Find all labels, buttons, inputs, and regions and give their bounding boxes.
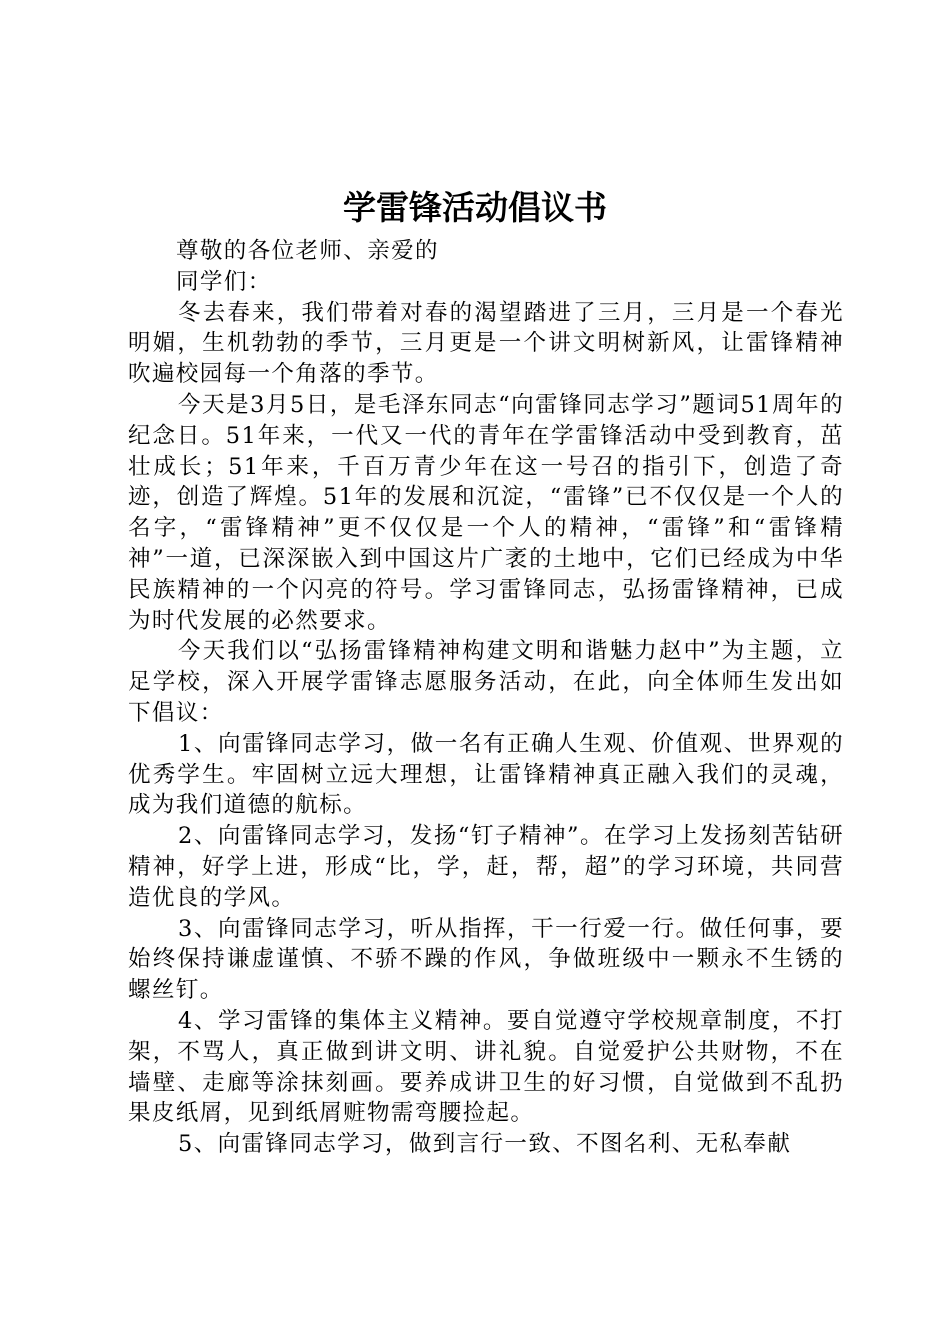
proposal-item-2: 2、向雷锋同志学习，发扬“钉子精神”。在学习上发扬刻苦钻研精神，好学上进，形成“比，学，赶，帮，超”的学习环境，共同营造优良的学风。 <box>128 823 844 911</box>
document-body <box>128 236 844 1160</box>
document-title: 学雷锋活动倡议书 <box>343 188 607 227</box>
paragraph-theme: 今天我们以“弘扬雷锋精神构建文明和谐魅力赵中”为主题，立足学校，深入开展学雷锋志愿服务活动，在此，向全体师生发出如下倡议： <box>128 638 844 726</box>
greeting-line-1: 尊敬的各位老师、亲爱的 <box>176 238 439 264</box>
proposal-item-1: 1、向雷锋同志学习，做一名有正确人生观、价值观、世界观的优秀学生。牢固树立远大理想，让雷锋精神真正融入我们的灵魂，成为我们道德的航标。 <box>128 730 844 819</box>
proposal-item-5: 5、向雷锋同志学习，做到言行一致、不图名利、无私奉献 <box>178 1131 792 1158</box>
greeting-line-2: 同学们： <box>176 268 272 295</box>
proposal-item-4: 4、学习雷锋的集体主义精神。要自觉遵守学校规章制度，不打架，不骂人，真正做到讲文明、讲礼貌。自觉爱护公共财物，不在墙壁、走廊等涂抹刻画。要养成讲卫生的好习惯，自觉做到不乱扔果皮纸屑，见到纸屑赃物需弯腰捡起。 <box>128 1007 844 1127</box>
paragraph-intro: 冬去春来，我们带着对春的渴望踏进了三月，三月是一个春光明媚，生机勃勃的季节，三月更是一个讲文明树新风，让雷锋精神吹遍校园每一个角落的季节。 <box>128 299 844 388</box>
proposal-item-3: 3、向雷锋同志学习，听从指挥，干一行爱一行。做任何事，要始终保持谦虚谨慎、不骄不躁的作风，争做班级中一颗永不生锈的螺丝钉。 <box>128 915 844 1004</box>
paragraph-anniversary: 今天是3月5日，是毛泽东同志“向雷锋同志学习”题词51周年的纪念日。51年来，一代又一代的青年在学雷锋活动中受到教育，茁壮成长；51年来，千百万青少年在这一号召的指引下，创造了奇迹，创造了辉煌。51年的发展和沉淀，“雷锋”已不仅仅是一个人的名字，“雷锋精神”更不仅仅是一个人的精神，“雷锋”和“雷锋精神”一道，已深深嵌入到中国这片广袤的土地中，它们已经成为中华民族精神的一个闪亮的符号。学习雷锋同志，弘扬雷锋精神，已成为时代发展的必然要求。 <box>128 391 844 634</box>
